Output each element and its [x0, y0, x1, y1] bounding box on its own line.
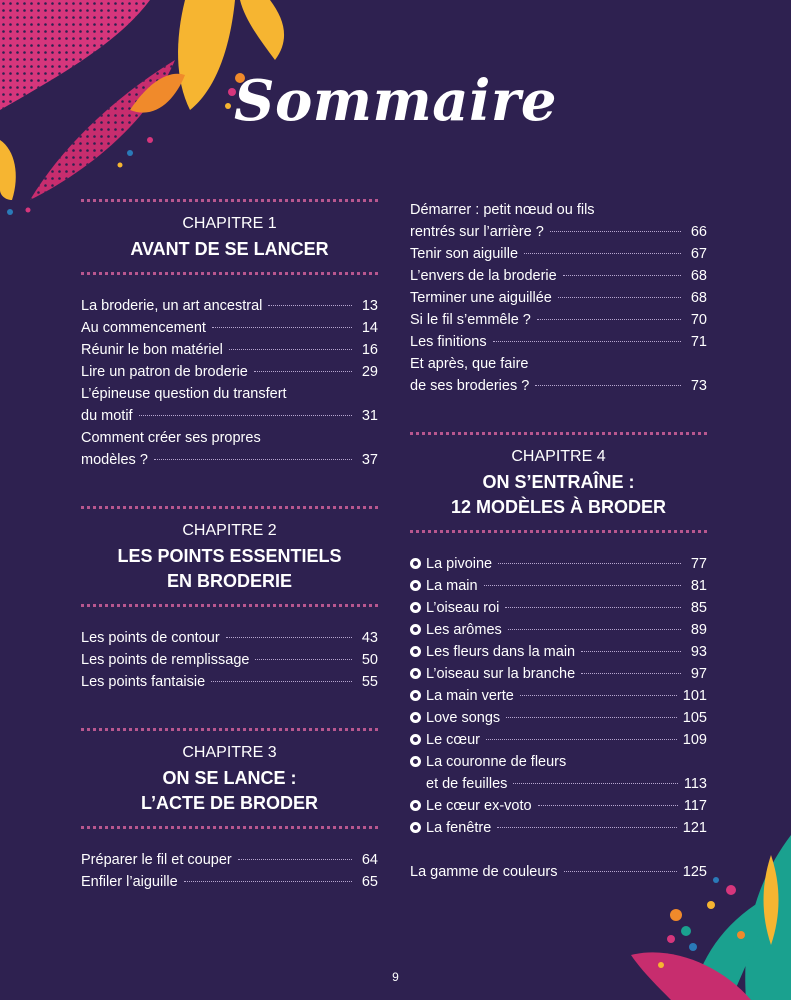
divider: [81, 199, 378, 202]
bullet-ring-icon: [410, 624, 421, 635]
entry-title: La broderie, un art ancestral: [81, 298, 263, 314]
divider: [81, 272, 378, 275]
dotted-leader: [184, 881, 352, 882]
entry-title: La main verte: [426, 688, 514, 704]
entry-title: Les finitions: [410, 334, 487, 350]
entry-title: Préparer le fil et couper: [81, 852, 232, 868]
dotted-leader: [255, 659, 352, 660]
dotted-leader: [506, 717, 677, 718]
bullet-ring-icon: [410, 712, 421, 723]
bullet-ring-icon: [410, 734, 421, 745]
divider: [81, 506, 378, 509]
dotted-leader: [524, 253, 681, 254]
toc-entry[interactable]: [410, 553, 707, 575]
dotted-leader: [520, 695, 677, 696]
entry-page: 105: [682, 710, 707, 726]
entry-page: 14: [361, 320, 378, 336]
toc-entry[interactable]: [81, 649, 378, 671]
entry-page: 89: [690, 622, 707, 638]
dotted-leader: [226, 637, 352, 638]
chapter-title: [81, 237, 378, 262]
entry-title: La couronne de fleurs: [426, 754, 567, 770]
toc-entry[interactable]: [410, 751, 707, 795]
bullet-ring-icon: [410, 822, 421, 833]
entry-title-continued: rentrés sur l’arrière ?: [410, 224, 544, 240]
entry-page: 85: [690, 600, 707, 616]
toc-entry[interactable]: [410, 309, 707, 331]
chapter-title-line: ON SE LANCE :: [162, 768, 297, 788]
dotted-leader: [212, 327, 352, 328]
entry-title: Si le fil s’emmêle ?: [410, 312, 531, 328]
entry-title: L’oiseau sur la branche: [426, 666, 576, 682]
toc-entry[interactable]: [410, 641, 707, 663]
toc-entry[interactable]: [81, 627, 378, 649]
entry-title: Réunir le bon matériel: [81, 342, 223, 358]
entry-title-continued: de ses broderies ?: [410, 378, 530, 394]
entry-page: 64: [361, 852, 378, 868]
chapter-title: [81, 766, 378, 816]
entry-page: 81: [690, 578, 707, 594]
toc-entry[interactable]: [81, 361, 378, 383]
page-number: 9: [392, 970, 399, 984]
chapter-title-line: 12 MODÈLES À BRODER: [450, 497, 667, 517]
entry-title: Au commencement: [81, 320, 206, 336]
toc-entry[interactable]: [410, 353, 707, 397]
dotted-leader: [139, 415, 352, 416]
entry-title: La fenêtre: [426, 820, 492, 836]
dotted-leader: [238, 859, 352, 860]
bullet-ring-icon: [410, 558, 421, 569]
toc-entry[interactable]: [410, 597, 707, 619]
chapter-title-line: EN BRODERIE: [166, 571, 292, 591]
entry-page: 55: [361, 674, 378, 690]
chapter-1-header: [81, 199, 378, 275]
toc-entry[interactable]: [410, 795, 707, 817]
chapter-2-header: [81, 506, 378, 607]
entry-title: Enfiler l’aiguille: [81, 874, 178, 890]
dotted-leader: [513, 783, 677, 784]
entry-page: 121: [682, 820, 707, 836]
toc-entry[interactable]: [410, 331, 707, 353]
chapter-title-line: ON S’ENTRAÎNE :: [482, 472, 635, 492]
entry-page: 71: [690, 334, 707, 350]
dotted-leader: [538, 805, 678, 806]
entry-page: 43: [361, 630, 378, 646]
entry-title: L’oiseau roi: [426, 600, 500, 616]
toc-entry[interactable]: [410, 199, 707, 243]
dotted-leader: [505, 607, 681, 608]
entry-page: 68: [690, 290, 707, 306]
toc-column-right: [410, 199, 707, 883]
chapter-1-entries: [81, 295, 378, 471]
bullet-ring-icon: [410, 800, 421, 811]
dotted-leader: [493, 341, 681, 342]
entry-page: 97: [690, 666, 707, 682]
toc-entry[interactable]: [410, 729, 707, 751]
toc-entry[interactable]: [410, 287, 707, 309]
divider: [410, 432, 707, 435]
entry-title: L’envers de la broderie: [410, 268, 557, 284]
toc-entry[interactable]: [81, 317, 378, 339]
chapter-title: [410, 470, 707, 520]
toc-entry[interactable]: [410, 575, 707, 597]
toc-entry[interactable]: [81, 339, 378, 361]
entry-title: La pivoine: [426, 556, 493, 572]
toc-entry[interactable]: [81, 295, 378, 317]
toc-entry[interactable]: [410, 663, 707, 685]
entry-page: 68: [690, 268, 707, 284]
divider: [81, 728, 378, 731]
dotted-leader: [211, 681, 352, 682]
entry-title-continued: modèles ?: [81, 452, 148, 468]
dotted-leader: [154, 459, 352, 460]
toc-entry[interactable]: [410, 619, 707, 641]
entry-title: Terminer une aiguillée: [410, 290, 552, 306]
entry-title: Love songs: [426, 710, 501, 726]
dotted-leader: [581, 673, 681, 674]
chapter-number: CHAPITRE 2: [182, 522, 277, 539]
entry-page: 31: [361, 408, 378, 424]
entry-title: Tenir son aiguille: [410, 246, 519, 262]
entry-title: Les arômes: [426, 622, 502, 638]
chapter-2-entries: [81, 627, 378, 693]
dotted-leader: [508, 629, 681, 630]
dotted-leader: [497, 827, 676, 828]
dotted-leader: [268, 305, 352, 306]
chapter-4-entries: [410, 553, 707, 883]
chapter-3-entries-continued: [410, 199, 707, 397]
entry-page: 65: [361, 874, 378, 890]
dotted-leader: [537, 319, 681, 320]
toc-entry[interactable]: [81, 871, 378, 893]
entry-title: Les fleurs dans la main: [426, 644, 576, 660]
entry-page: 37: [361, 452, 378, 468]
entry-title: Comment créer ses propres: [81, 430, 261, 446]
entry-page: 113: [683, 776, 707, 792]
entry-title: Et après, que faire: [410, 356, 529, 372]
entry-page: 117: [683, 798, 707, 814]
entry-page: 66: [690, 224, 707, 240]
entry-title: Les points de remplissage: [81, 652, 250, 668]
divider: [410, 530, 707, 533]
toc-column-left: [81, 199, 378, 893]
entry-title-continued: et de feuilles: [426, 776, 508, 792]
entry-page: 67: [690, 246, 707, 262]
entry-page: 101: [682, 688, 707, 704]
entry-title: Les points fantaisie: [81, 674, 206, 690]
toc-entry[interactable]: [410, 685, 707, 707]
dotted-leader: [563, 275, 681, 276]
divider: [81, 604, 378, 607]
bullet-ring-icon: [410, 602, 421, 613]
chapter-3-entries: [81, 849, 378, 893]
toc-entry[interactable]: [410, 243, 707, 265]
toc-entry-color-palette[interactable]: [410, 861, 707, 883]
entry-title: L’épineuse question du transfert: [81, 386, 287, 402]
dotted-leader: [535, 385, 681, 386]
toc-entry[interactable]: [410, 707, 707, 729]
dotted-leader: [229, 349, 352, 350]
bullet-ring-icon: [410, 668, 421, 679]
page-title: Sommaire: [234, 68, 557, 134]
entry-title-continued: du motif: [81, 408, 133, 424]
bullet-ring-icon: [410, 690, 421, 701]
chapter-title-line: LES POINTS ESSENTIELS: [117, 546, 342, 566]
dotted-leader: [254, 371, 352, 372]
chapter-number: CHAPITRE 4: [511, 448, 606, 465]
toc-entry[interactable]: [81, 383, 378, 427]
entry-title: Les points de contour: [81, 630, 220, 646]
dotted-leader: [564, 871, 677, 872]
entry-title: La gamme de couleurs: [410, 864, 558, 880]
entry-title: Le cœur: [426, 732, 480, 748]
dotted-leader: [484, 585, 681, 586]
chapter-3-header: [81, 728, 378, 829]
chapter-number: CHAPITRE 3: [182, 744, 277, 761]
entry-page: 50: [361, 652, 378, 668]
entry-page: 125: [682, 864, 707, 880]
dotted-leader: [486, 739, 677, 740]
bullet-ring-icon: [410, 756, 421, 767]
chapter-4-header: [410, 432, 707, 533]
entry-page: 16: [361, 342, 378, 358]
dotted-leader: [581, 651, 681, 652]
dotted-leader: [498, 563, 681, 564]
entry-title: Lire un patron de broderie: [81, 364, 248, 380]
entry-page: 70: [690, 312, 707, 328]
toc-entry[interactable]: [410, 265, 707, 287]
toc-entry[interactable]: [81, 849, 378, 871]
entry-page: 29: [361, 364, 378, 380]
entry-page: 77: [690, 556, 707, 572]
bullet-ring-icon: [410, 580, 421, 591]
dotted-leader: [558, 297, 681, 298]
dotted-leader: [550, 231, 681, 232]
entry-page: 109: [682, 732, 707, 748]
entry-page: 13: [361, 298, 378, 314]
chapter-title-line: AVANT DE SE LANCER: [130, 239, 329, 259]
chapter-number: CHAPITRE 1: [182, 215, 277, 232]
bullet-ring-icon: [410, 646, 421, 657]
entry-title: Le cœur ex-voto: [426, 798, 532, 814]
chapter-title-line: L’ACTE DE BRODER: [140, 793, 318, 813]
toc-entry[interactable]: [81, 427, 378, 471]
toc-entry[interactable]: [81, 671, 378, 693]
divider: [81, 826, 378, 829]
chapter-title: [81, 544, 378, 594]
entry-title: Démarrer : petit nœud ou fils: [410, 202, 595, 218]
entry-page: 73: [690, 378, 707, 394]
entry-page: 93: [690, 644, 707, 660]
toc-entry[interactable]: [410, 817, 707, 839]
entry-title: La main: [426, 578, 478, 594]
